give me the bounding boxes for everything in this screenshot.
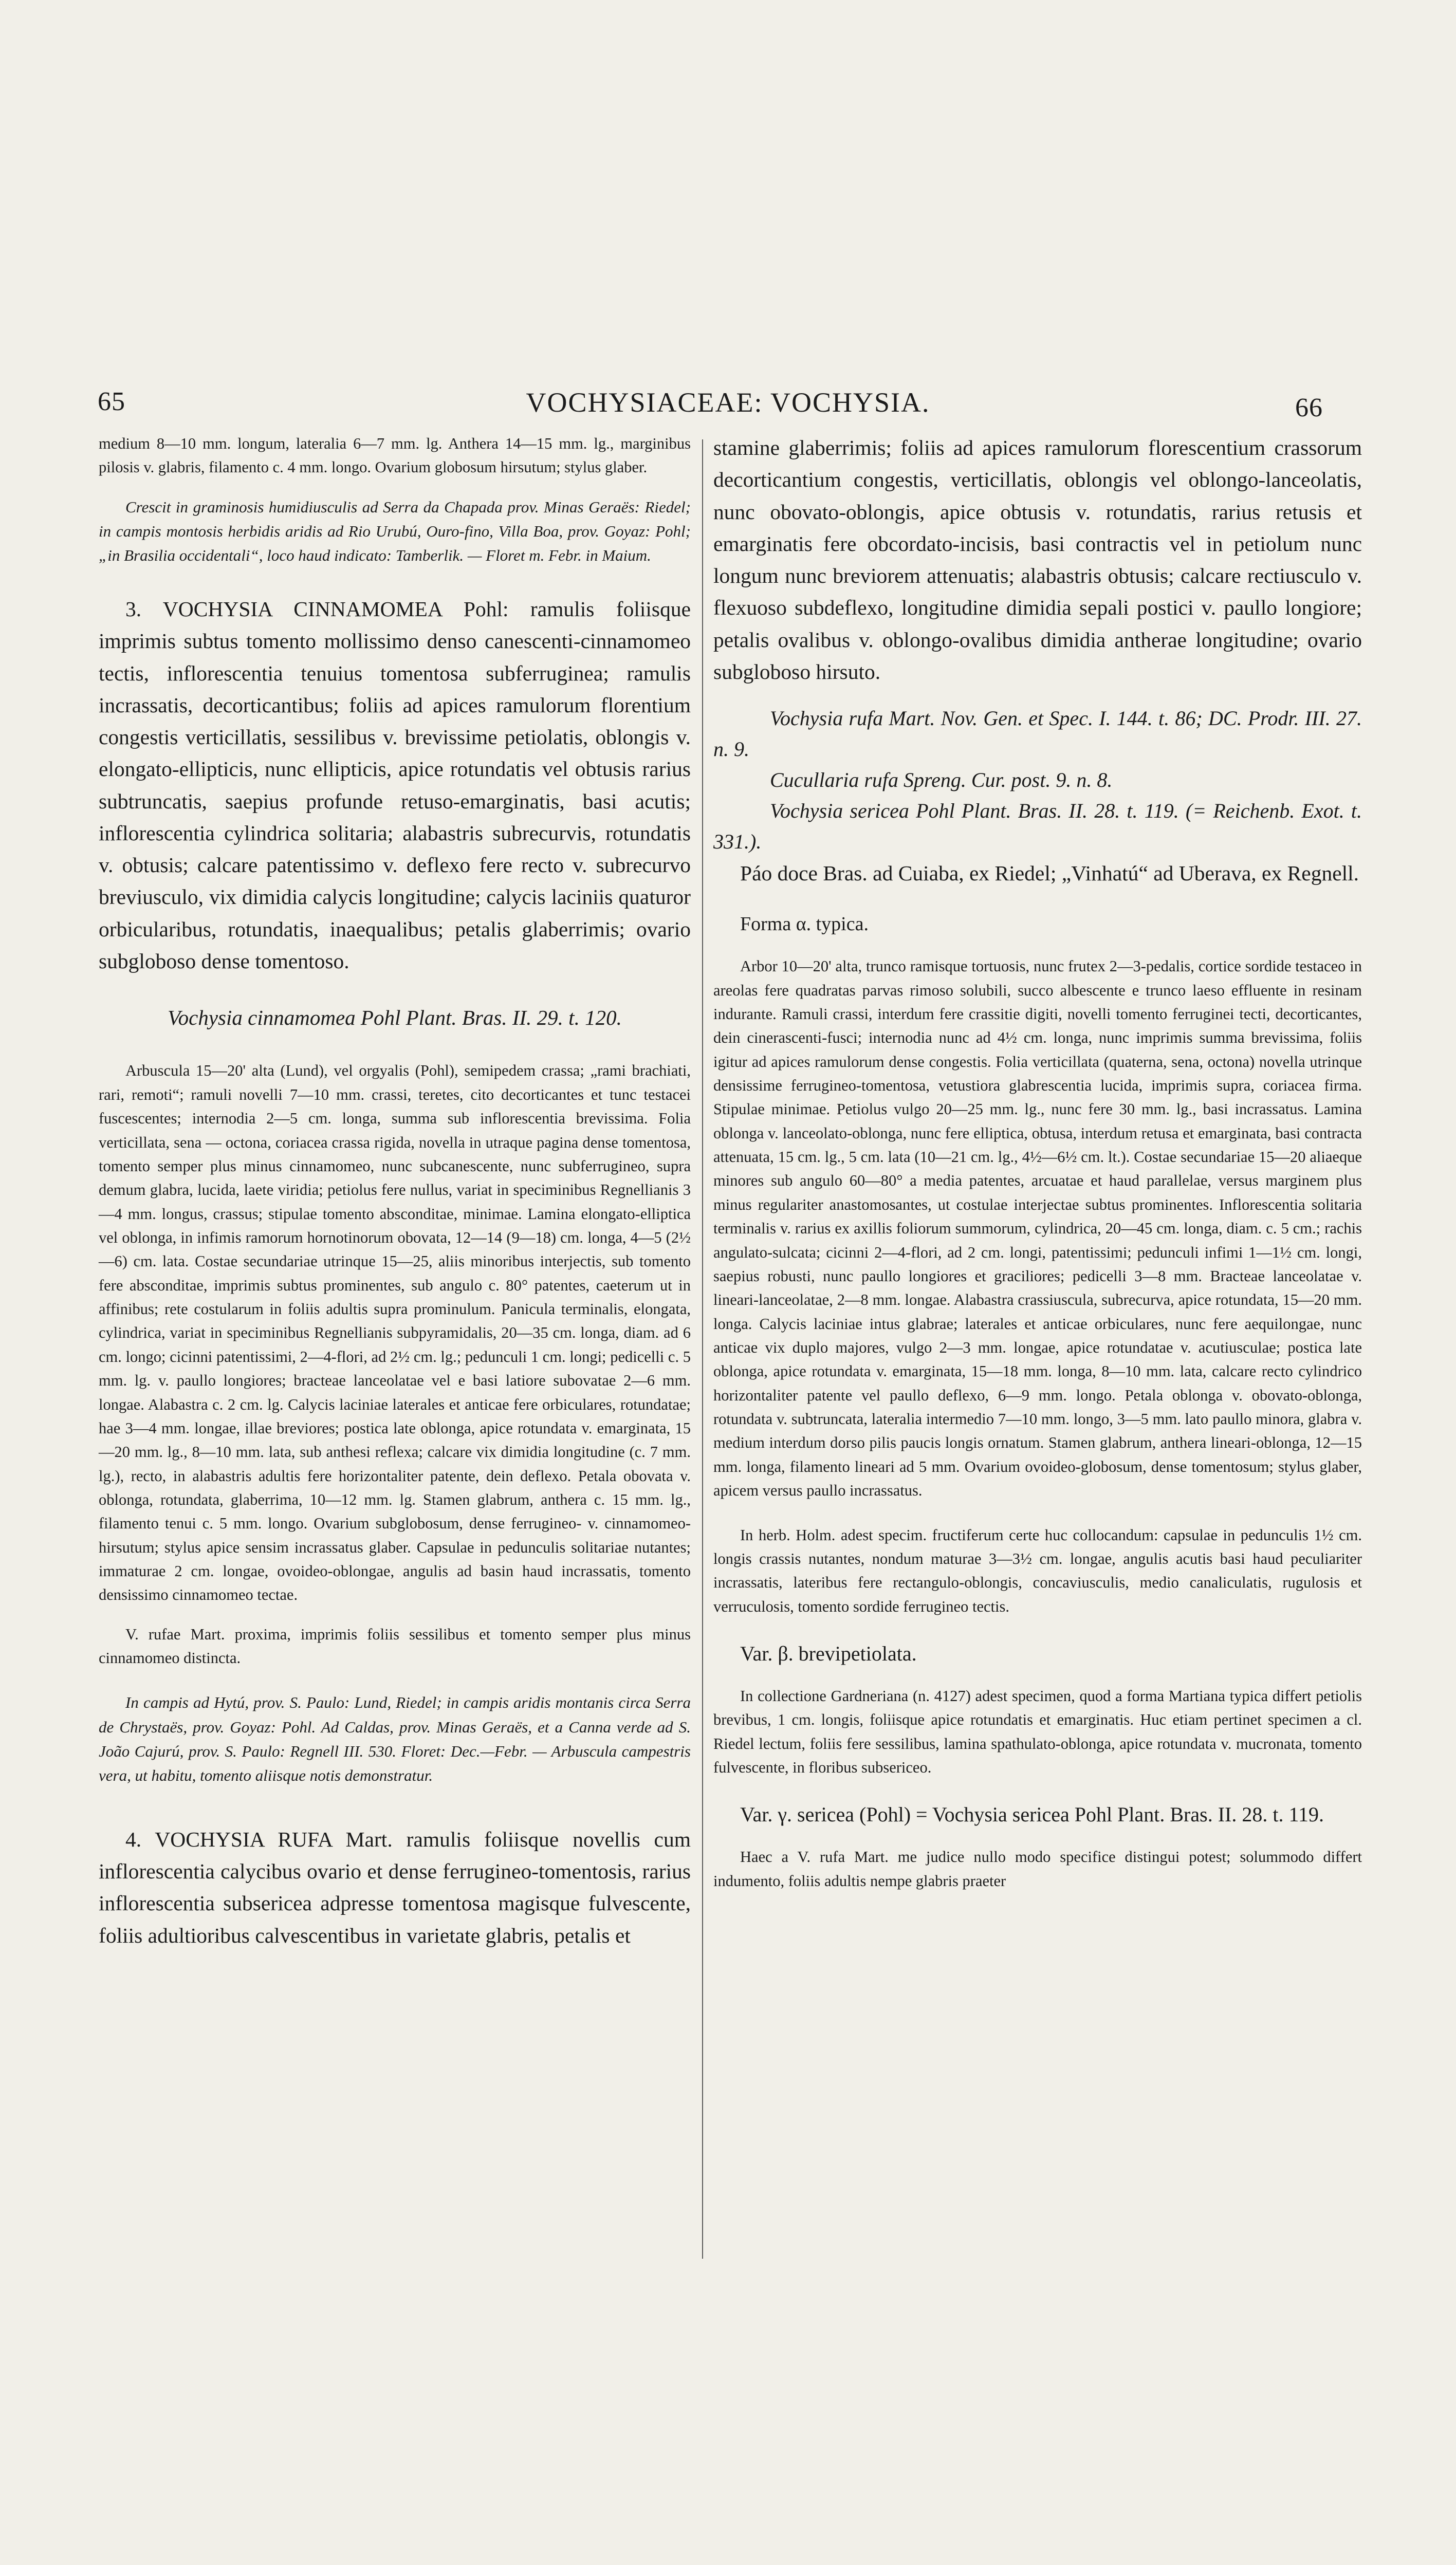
- diagnosis-continuation: stamine glaberrimis; foliis ad apices ramulorum florescentium crassorum decorticantium congestis, verticillatis, oblongis vel oblongo-lanceolatis, nunc obovato-oblongis, apice obtusis v. rotundatis, rarius retusis et emarginatis fere obcordato-incisis, basi contractis vel in petiolum nunc longum nunc breviorem attenuatis; alabastris obtusis; calcare rectiusculo v. flexuoso subdeflexo, longitudine dimidia sepali postici v. paullo longiore; petalis ovalibus v. oblongo-ovalibus dimidia antherae longitudine; ovario subgloboso hirsuto.: [713, 436, 1362, 684]
- running-title: VOCHYSIACEAE: VOCHYSIA.: [526, 387, 930, 418]
- variety-beta-heading: Var. β. brevipetiolata.: [740, 1641, 917, 1665]
- page-number-left: 65: [98, 387, 125, 416]
- species-diagnosis-rufa: 4. VOCHYSIA RUFA Mart. ramulis foliisque novellis cum inflorescentia calycibus ovario et dense ferrugineo-tomentosis, rarius inflorescentia subsericea adpresse tomentosa magisque fulvescente, foliis adultioribus calvescentibus in varietate glabris, petalis et: [99, 1827, 691, 1947]
- variety-beta-description: In collectione Gardneriana (n. 4127) adest specimen, quod a forma Martiana typica differt petiolis brevibus, 1 cm. longis, foliisque apice rotundatis et emarginatis. Huc etiam pertinet specimen a cl. Riedel lectum, foliis fere sessilibus, lamina spathulato-oblonga, apice rotundata v. mucronata, tomento fulvescente, in floribus subsericeo.: [713, 1687, 1362, 1777]
- page-number-right: 66: [1295, 393, 1323, 422]
- forma-description: Arbor 10—20' alta, trunco ramisque tortuosis, nunc frutex 2—3-pedalis, cortice sordide testaceo in areolas fere quadratas parvas rimoso solubili, succo albescente e trunco laeso effluente in resinam indurante. Ramuli crassi, interdum fere crassitie digiti, novelli tomento ferruginei tecti, decorticantes, dein cinerascenti-fusci; internodia nunc ad 4½ cm. longa, nunc imprimis summa brevissima, foliis igitur ad apices ramulorum dense congestis. Folia verticillata (quaterna, sena, octona) novella utrinque densissime ferrugineo-tomentosa, vetustiora glabrescentia lucida, imprimis supra, coriacea firma. Stipulae minimae. Petiolus vulgo 20—25 mm. lg., nunc fere 30 mm. lg., basi incrassatus. Lamina oblonga v. lanceolato-oblonga, nunc fere elliptica, obtusa, interdum retusa et emarginata, basi contracta attenuata, 15 cm. lg., 5 cm. lata (10—21 cm. lg., 4½—6½ cm. lt.). Costae secundariae 15—20 aliaeque minores sub angulo 60—80° a media patentes, arcuatae et haud parallelae, versus marginem plus minus regulariter anastomosantes, ut costulae interjectae subtus prominentes. Inflorescentia solitaria terminalis v. rarius ex axillis foliorum summorum, cylindrica, 20—45 cm. longa, diam. c. 5 cm.; rachis angulato-sulcata; cicinni 2—4-flori, ad 2 cm. longi, patentissimi; pedunculi infimi 1—1½ cm. longi, saepius robusti, nunc paullo longiores et graciliores; pedicelli 3—8 mm. Bracteae lanceolatae v. lineari-lanceolatae, 2—8 mm. longae. Alabastra crassiuscula, subrecurva, apice rotundata, 15—20 mm. longa. Calycis laciniae intus glabrae; laterales et anticae orbiculares, nunc fere aequilongae, nunc anticae vix duplo majores, vulgo 2—3 mm. longae, apice rotundatae v. acutiusculae; postica late oblonga, apice rotundata v. emarginata, 15—18 mm. longa, 8—10 mm. lata, calcare recto cylindrico horizontaliter patente vel paullo deflexo, 6—9 mm. longo. Petala oblonga v. obovato-oblonga, rotundata v. subtruncata, lateralia intermedio 7—10 mm. longo, 3—5 mm. lato paullo minora, glabra v. medium interdum dorso pilis paucis longis ornatum. Stamen glabrum, anthera lineari-oblonga, 12—15 mm. longa, filamento lineari ad 5 mm. Ovarium ovoideo-globosum, dense tomentosum; stylus glaber, apicem versus paullo incrassatus.: [713, 957, 1362, 1500]
- page-top-margin: [0, 0, 1456, 360]
- species-diagnosis-cinnamomea: 3. VOCHYSIA CINNAMOMEA Pohl: ramulis foliisque imprimis subtus tomento mollissimo denso canescenti-cinnamomeo tectis, inflorescentia tenuius tomentosa subferruginea; ramulis incrassatis, decorticantibus; foliis ad apices ramulorum florentium congestis verticillatis, sessilibus v. brevissime petiolatis, oblongis v. elongato-ellipticis, nunc ellipticis, apice rotundatis vel obtusis rarius subtruncatis, saepius profunde retuso-emarginatis, basi acutis; inflorescentia cylindrica solitaria; alabastris subrecurvis, rotundatis v. obtusis; calcare patentissimo v. deflexo fere recto v. subrecurvo breviusculo, vix dimidia calycis longitudine; calycis laciniis quaturor orbicularibus, rotundatis, inaequalibus; petalis glaberrimis; ovario subgloboso dense tomentoso.: [99, 597, 691, 973]
- citation-3: Vochysia sericea Pohl Plant. Bras. II. 28. t. 119. (= Reichenb. Exot. t. 331.).: [713, 799, 1362, 853]
- forma-heading: Forma α. typica.: [740, 913, 869, 935]
- right-column: [713, 432, 1362, 1893]
- species-description: Arbuscula 15—20' alta (Lund), vel orgyalis (Pohl), semipedem crassa; „rami brachiati, rari, remoti“; ramuli novelli 7—10 mm. crassi, teretes, cito decorticantes et tunc testacei fuscescentes; internodia 2—5 cm. longa, summa sub inflorescentia brevissima. Folia verticillata, sena — octona, coriacea crassa rigida, novella in utraque pagina dense tomentosa, tomento semper plus minus cinnamomeo, nunc subcanescente, nunc subferrugineo, supra demum glabra, lucida, laete viridia; petiolus fere nullus, variat in speciminibus Regnellianis 3—4 mm. longus, crassus; stipulae tomento absconditae, minimae. Lamina elongato-elliptica vel oblonga, in infimis ramorum hornotinorum obovata, 12—14 (9—18) cm. longa, 4—5 (2½—6) cm. lata. Costae secundariae utrinque 15—25, aliis minoribus interjectis, sub tomento fere absconditae, imprimis subtus prominentes, sub angulo c. 80° patentes, caeterum ut in affinibus; rete costularum in foliis adultis supra prominulum. Panicula terminalis, elongata, cylindrica, variat in speciminibus Regnellianis subpyramidalis, 20—35 cm. longa, diam. ad 6 cm. longo; cicinni patentissimi, 2—4-flori, ad 2½ cm. lg.; pedunculi 1 cm. longi; pedicelli c. 5 mm. lg. v. paullo longiores; bracteae lanceolatae vel e basi latiore subovatae 2—6 mm. longae. Alabastra c. 2 cm. lg. Calycis laciniae laterales et anticae fere orbiculares, rotundatae; hae 3—4 mm. longae, illae breviores; postica late oblonga, apice rotundata v. emarginata, 15—20 mm. lg., 8—10 mm. lata, sub anthesi reflexa; calcare vix dimidia longitudine (c. 7 mm. lg.), recto, in alabastris adultis fere horizontaliter patente, dein deflexo. Petala obovata v. oblonga, rotundata, glaberrima, 10—12 mm. lg. Stamen glabrum, anthera c. 15 mm. lg., filamento tenui c. 5 mm. longo. Ovarium subglobosum, dense ferrugineo- v. cinnamomeo-hirsutum; stylus apice sensim incrassatus glaber. Capsulae in pedunculis solitariae nutantes; immaturae 2 cm. longae, ovoideo-oblongae, angulis ad basin haud incrassatis, tomento densissimo cinnamomeo tectae.: [99, 1062, 691, 1604]
- variety-gamma-heading: Var. γ. sericea (Pohl) = Vochysia sericea Pohl Plant. Bras. II. 28. t. 119.: [740, 1803, 1324, 1826]
- citation-1: Vochysia rufa Mart. Nov. Gen. et Spec. I. 144. t. 86; DC. Prodr. III. 27. n. 9.: [713, 707, 1362, 761]
- affinity-note: V. rufae Mart. proxima, imprimis foliis sessilibus et tomento semper plus minus cinnamomeo distincta.: [99, 1625, 691, 1667]
- fruit-note: In herb. Holm. adest specim. fructiferum certe huc collocandum: capsulae in pedunculis 1½ cm. longis crassis nutantes, nondum maturae 3—3½ cm. longae, angulis acutis basi haud peculiariter incrassatis, lateribus fere rectangulo-oblongis, concaviusculis, medio canaliculatis, rugulosis et verruculosis, tomento sordide ferrugineo tectis.: [713, 1526, 1362, 1615]
- left-column: [99, 432, 691, 1951]
- column-divider: [702, 439, 703, 2259]
- locality-note: In campis ad Hytú, prov. S. Paulo: Lund, Riedel; in campis aridis montanis circa Serra de Chrystaës, prov. Goyaz: Pohl. Ad Caldas, prov. Minas Geraës, et a Canna verde ad S. João Cajurú, prov. S. Paulo: Regnell III. 530. Floret: Dec.—Febr. — Arbuscula campestris vera, ut habitu, tomento aliisque notis demonstratur.: [99, 1693, 691, 1784]
- habitat-note: Crescit in graminosis humidiusculis ad Serra da Chapada prov. Minas Geraës: Riedel; in campis montosis herbidis aridis ad Rio Urubú, Ouro-fino, Villa Boa, prov. Goyaz: Pohl; „in Brasilia occidentali“, loco haud indicato: Tamberlik. — Floret m. Febr. in Maium.: [99, 497, 691, 564]
- variety-gamma-description: Haec a V. rufa Mart. me judice nullo modo specifice distingui potest; solummodo differt indumento, foliis adultis nempe glabris praeter: [713, 1848, 1362, 1890]
- citation-2: Cucullaria rufa Spreng. Cur. post. 9. n. 8.: [770, 768, 1113, 791]
- synonym-citation: Vochysia cinnamomea Pohl Plant. Bras. II. 29. t. 120.: [168, 1006, 622, 1030]
- description-continuation: medium 8—10 mm. longum, lateralia 6—7 mm. lg. Anthera 14—15 mm. lg., marginibus pilosis v. glabris, filamento c. 4 mm. longo. Ovarium globosum hirsutum; stylus glaber.: [99, 435, 691, 476]
- vernacular-names: Páo doce Bras. ad Cuiaba, ex Riedel; „Vinhatú“ ad Uberava, ex Regnell.: [740, 861, 1359, 885]
